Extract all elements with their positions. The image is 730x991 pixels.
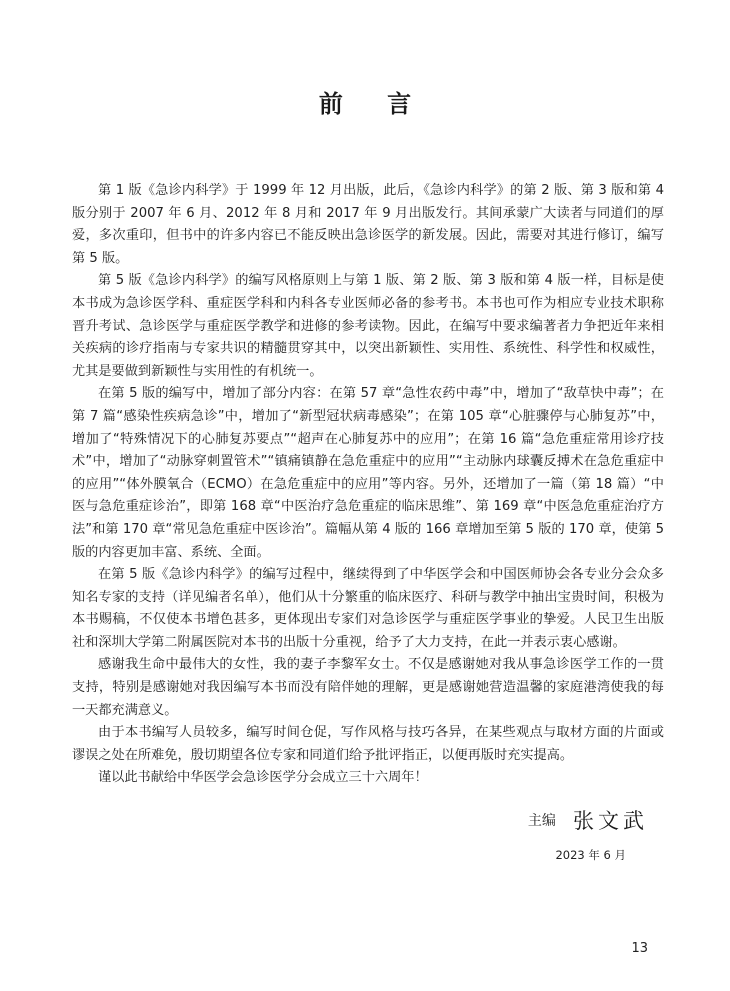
preface-body: [72, 180, 664, 790]
preface-paragraph-7: 谨以此书献给中华医学会急诊医学分会成立三十六周年！: [98, 770, 428, 786]
preface-paragraph-5: 感谢我生命中最伟大的女性，我的妻子李黎军女士。不仅是感谢她对我从事急诊医学工作的一贯支持，特别是感谢她对我因编写本书而没有陪伴她的理解，更是感谢她营造温馨的家庭港湾使我的每一天都充满意义。: [72, 657, 664, 718]
signature-block: [528, 805, 648, 863]
editor-signature: 张文武: [573, 809, 648, 833]
page-title: 前 言: [318, 90, 430, 118]
preface-paragraph-1: 第 1 版《急诊内科学》于 1999 年 12 月出版，此后，《急诊内科学》的第 2 版、第 3 版和第 4 版分别于 2007 年 6 月、2012 年 8 月和 2017 年 9 月出版发行。其间承蒙广大读者与同道们的厚爱，多次重印，但书中的许多内容已不能反映出急诊医学的新发展。因此，需要对其进行修订，编写第 5 版。: [72, 183, 664, 266]
preface-paragraph-3: 在第 5 版的编写中，增加了部分内容：在第 57 章“急性农药中毒”中，增加了“敌草快中毒”；在第 7 篇“感染性疾病急诊”中，增加了“新型冠状病毒感染”；在第 105 章“心脏骤停与心肺复苏”中，增加了“特殊情况下的心肺复苏要点”“超声在心肺复苏中的应用”；在第 16 篇“急危重症常用诊疗技术”中，增加了“动脉穿刺置管术”“镇痛镇静在急危重症中的应用”“主动脉内球囊反搏术在急危重症中的应用”“体外膜氧合（ECMO）在急危重症中的应用”等内容。另外，还增加了一篇（第 18 篇）“中医与急危重症诊治”，即第 168 章“中医治疗急危重症的临床思维”、第 169 章“中医急危重症治疗方法”和第 170 章“常见急危重症中医诊治”。篇幅从第 4 版的 166 章增加至第 5 版的 170 章，使第 5 版的内容更加丰富、系统、全面。: [72, 386, 664, 560]
editor-role: 主编: [527, 813, 556, 829]
preface-paragraph-2: 第 5 版《急诊内科学》的编写风格原则上与第 1 版、第 2 版、第 3 版和第 4 版一样，目标是使本书成为急诊医学科、重症医学科和内科各专业医师必备的参考书。本书也可作为相应专业技术职称晋升考试、急诊医学与重症医学教学和进修的参考读物。因此，在编写中要求编著者力争把近年来相关疾病的诊疗指南与专家共识的精髓贯穿其中，以突出新颖性、实用性、系统性、科学性和权威性，尤其是要做到新颖性与实用性的有机统一。: [72, 273, 664, 379]
preface-paragraph-6: 由于本书编写人员较多，编写时间仓促，写作风格与技巧各异，在某些观点与取材方面的片面或谬误之处在所难免，殷切期望各位专家和同道们给予批评指正，以便再版时充实提高。: [72, 725, 664, 763]
preface-paragraph-4: 在第 5 版《急诊内科学》的编写过程中，继续得到了中华医学会和中国医师协会各专业分会众多知名专家的支持（详见编者名单），他们从十分繁重的临床医疗、科研与教学中抽出宝贵时间，积极为本书赐稿，不仅使本书增色甚多，更体现出专家们对急诊医学与重症医学事业的挚爱。人民卫生出版社和深圳大学第二附属医院对本书的出版十分重视，给予了大力支持，在此一并表示衷心感谢。: [72, 567, 664, 650]
editor-line: [528, 805, 648, 835]
page-number: 13: [631, 941, 648, 956]
signature-date: 2023 年 6 月: [555, 848, 626, 862]
